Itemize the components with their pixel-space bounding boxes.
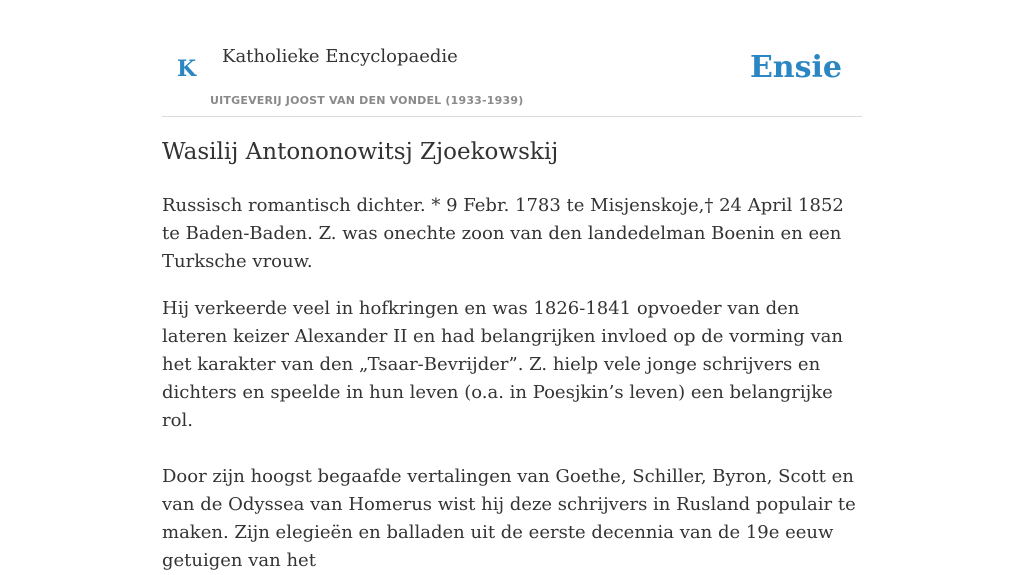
- site-subtitle: UITGEVERIJ JOOST VAN DEN VONDEL (1933-1939): [210, 94, 524, 107]
- article-body: [162, 192, 862, 575]
- site-logo-icon[interactable]: K: [177, 56, 197, 82]
- article-title: Wasilij Antononowitsj Zjoekowskij: [162, 139, 559, 165]
- article-paragraph: Russisch romantisch dichter. * 9 Febr. 1783 te Misjenskoje,† 24 April 1852 te Baden-Baden. Z. was onechte zoon van den landedelman Boenin en een Turksche vrouw.: [162, 195, 844, 272]
- article-paragraph: Hij verkeerde veel in hofkringen en was 1826-1841 opvoeder van den lateren keizer Alexander II en had belangrijken invloed op de vorming van het karakter van den „Tsaar-Bevrijder”. Z. hielp vele jonge schrijvers en dichters en speelde in hun leven (o.a. in Poesjkin’s leven) een belangrijke rol.: [162, 298, 843, 431]
- brand-logo-link[interactable]: Ensie: [749, 50, 842, 85]
- article-paragraph: Door zijn hoogst begaafde vertalingen van Goethe, Schiller, Byron, Scott en van de Odyssea van Homerus wist hij deze schrijvers in Rusland populair te maken. Zijn elegieën en balladen uit de eerste decennia van de 19e eeuw getuigen van het: [162, 466, 856, 571]
- site-header: [162, 36, 862, 117]
- site-title[interactable]: Katholieke Encyclopaedie: [222, 46, 458, 67]
